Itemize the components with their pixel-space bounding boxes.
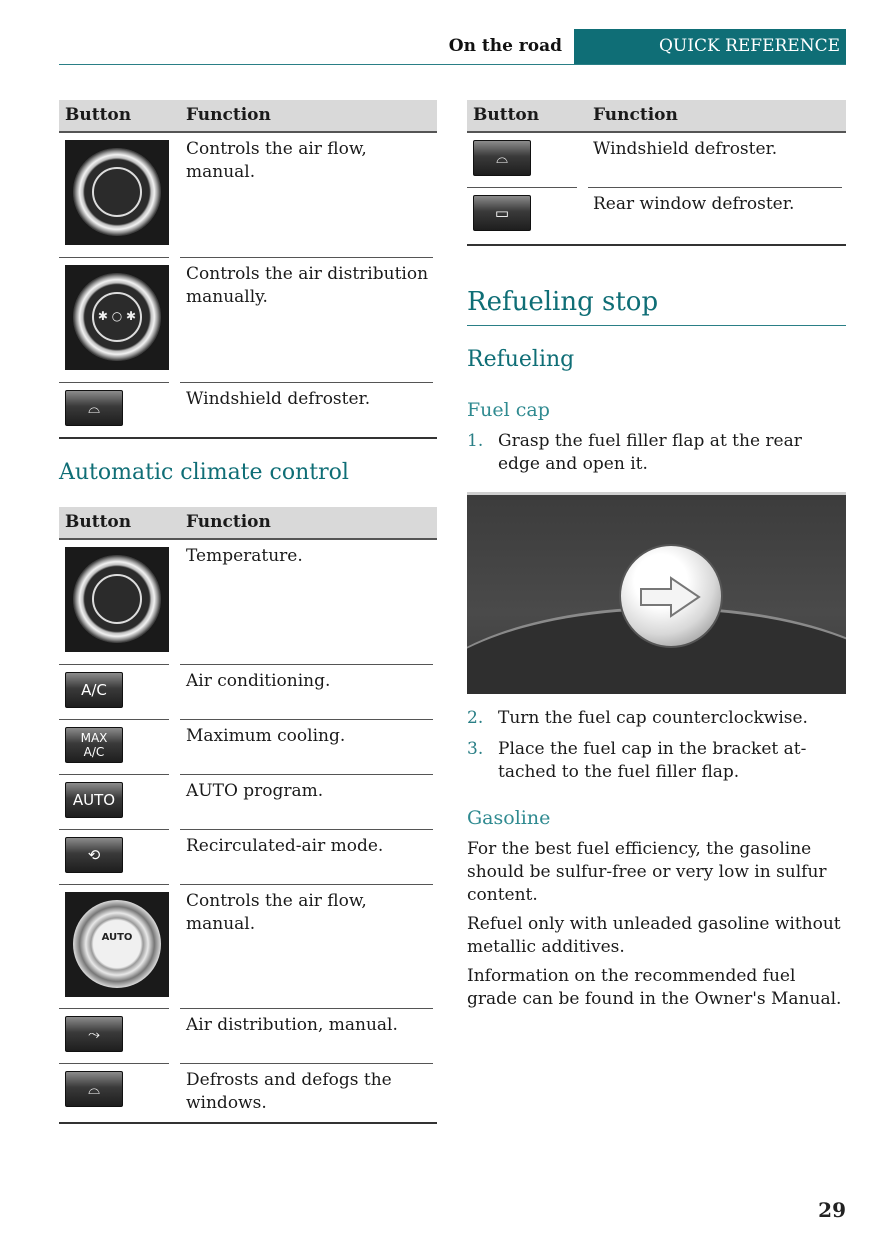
fuel-filler-flap-photo: [467, 492, 846, 694]
col-function-header: Function: [593, 105, 678, 125]
step-text: Turn the fuel cap counterclockwise.: [498, 708, 808, 728]
table-row: [59, 720, 437, 775]
function-text: Air conditioning.: [186, 671, 331, 691]
temperature-knob-image: [65, 547, 169, 652]
windshield-defroster-icon: ⌓: [473, 140, 531, 176]
function-text: Temperature.: [186, 546, 303, 566]
table-header: [59, 507, 437, 540]
table-row: [59, 258, 437, 383]
table-row: [59, 383, 437, 437]
step-text: Place the fuel cap in the bracket at-tached to the fuel filler flap.: [498, 739, 807, 782]
paragraph: Refuel only with unleaded gasoline without metallic additives.: [467, 914, 841, 957]
col-button-header: Button: [65, 512, 132, 532]
function-text: Windshield defroster.: [186, 389, 371, 409]
arrow-icon: [639, 576, 701, 618]
function-text: Recirculated-air mode.: [186, 836, 384, 856]
table-row: [467, 188, 846, 244]
function-text: Controls the air distribution manually.: [186, 264, 429, 307]
table-row: [59, 830, 437, 885]
ac-button-image: A/C: [65, 672, 123, 708]
paragraph: For the best fuel efficiency, the gasoline should be sulfur-free or very low in sulfur content.: [467, 839, 827, 905]
step-text: Grasp the fuel filler flap at the rear edge and open it.: [498, 431, 802, 474]
defroster-table: [467, 100, 846, 246]
air-distribution-icon: ⤳: [65, 1016, 123, 1052]
step-number: 2.: [467, 708, 484, 728]
col-button-header: Button: [473, 105, 540, 125]
function-text: Air distribution, manual.: [186, 1015, 398, 1035]
header-rule: [59, 64, 846, 65]
page-number: 29: [818, 1198, 846, 1222]
table-row: [59, 1064, 437, 1122]
air-flow-auto-knob-image: [65, 892, 169, 997]
table-row: [59, 885, 437, 1009]
table-header: [59, 100, 437, 133]
table-header: [467, 100, 846, 133]
function-text: Controls the air flow, manual.: [186, 139, 367, 182]
function-text: Controls the air flow, manual.: [186, 891, 367, 934]
fuel-cap-heading: Fuel cap: [467, 399, 550, 421]
air-distribution-icon: ✱ ○ ✱: [97, 309, 137, 323]
air-flow-knob-image: [65, 140, 169, 245]
subsection-heading: Refueling: [467, 347, 575, 372]
air-distribution-knob-image: [65, 265, 169, 370]
function-text: Defrosts and defogs the windows.: [186, 1070, 392, 1113]
max-ac-label-top: MAX: [80, 731, 108, 745]
function-text: Windshield defroster.: [593, 139, 778, 159]
table-row: [59, 540, 437, 665]
rear-window-defroster-icon: ▭: [473, 195, 531, 231]
table-row: [59, 1009, 437, 1064]
section-heading: Automatic climate control: [59, 460, 349, 485]
paragraph: Information on the recommended fuel grade can be found in the Owner's Manual.: [467, 966, 842, 1009]
header-section-title: On the road: [448, 36, 562, 56]
max-ac-label-bottom: A/C: [83, 745, 105, 759]
function-text: Rear window defroster.: [593, 194, 795, 214]
max-ac-button-image: [65, 727, 123, 763]
function-text: AUTO program.: [186, 781, 324, 801]
table-row: [467, 133, 846, 188]
section-heading: Refueling stop: [467, 287, 659, 317]
function-text: Maximum cooling.: [186, 726, 346, 746]
step-number: 3.: [467, 739, 484, 759]
auto-climate-table: [59, 507, 437, 1124]
col-button-header: Button: [65, 105, 132, 125]
windshield-defroster-icon: ⌓: [65, 390, 123, 426]
table-row: [59, 133, 437, 258]
table-row: [59, 665, 437, 720]
auto-button-image: AUTO: [65, 782, 123, 818]
col-function-header: Function: [186, 105, 271, 125]
defrost-defog-icon: ⌓: [65, 1071, 123, 1107]
step-number: 1.: [467, 431, 484, 451]
header-tab: QUICK REFERENCE: [574, 29, 846, 65]
manual-controls-table: [59, 100, 437, 439]
table-row: [59, 775, 437, 830]
recirculation-icon: ⟲: [65, 837, 123, 873]
gasoline-heading: Gasoline: [467, 807, 551, 829]
col-function-header: Function: [186, 512, 271, 532]
knob-auto-label: AUTO: [101, 932, 133, 943]
